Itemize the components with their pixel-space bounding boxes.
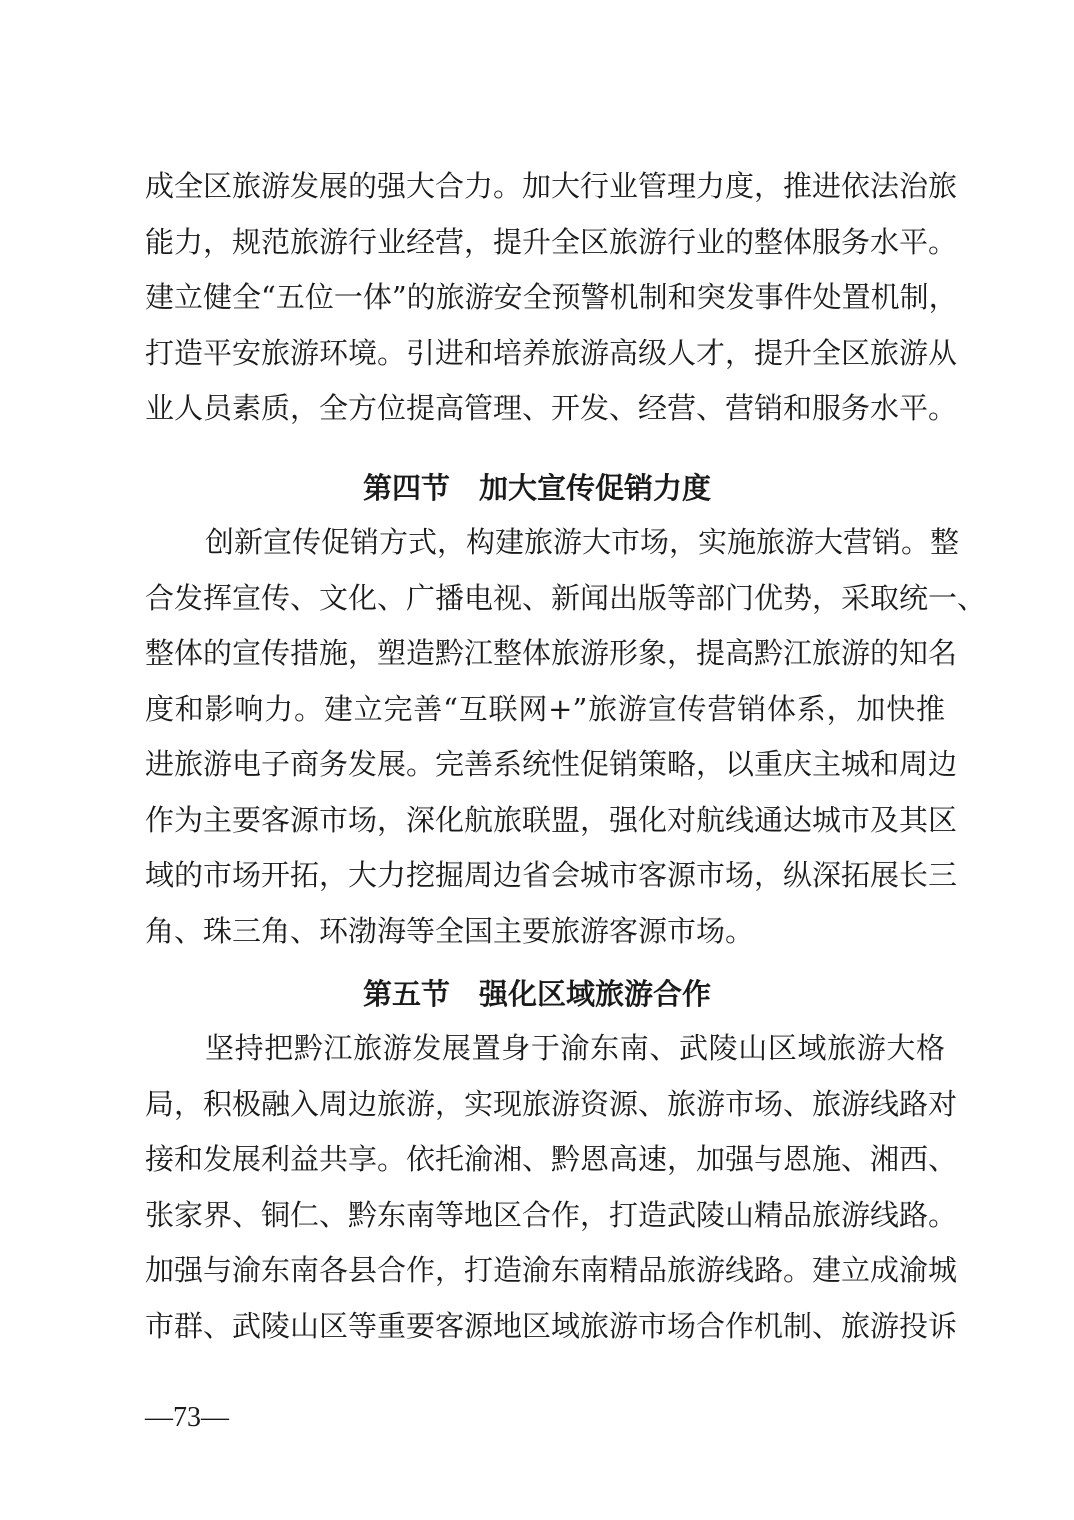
paragraph-line: 合发挥宣传、文化、广播电视、新闻出版等部门优势，采取统一、 [145, 581, 987, 615]
paragraph-line: 局，积极融入周边旅游，实现旅游资源、旅游市场、旅游线路对 [145, 1087, 958, 1121]
paragraph-line: 业人员素质，全方位提高管理、开发、经营、营销和服务水平。 [145, 391, 958, 425]
paragraph-line: 角、珠三角、环渤海等全国主要旅游客源市场。 [145, 914, 755, 948]
paragraph-line: 张家界、铜仁、黔东南等地区合作，打造武陵山精品旅游线路。 [145, 1198, 958, 1232]
paragraph-line: 建立健全“五位一体”的旅游安全预警机制和突发事件处置机制， [145, 280, 958, 314]
paragraph-line: 进旅游电子商务发展。完善系统性促销策略，以重庆主城和周边 [145, 747, 958, 781]
section-heading: 第五节 强化区域旅游合作 [362, 977, 711, 1011]
paragraph-line: 能力，规范旅游行业经营，提升全区旅游行业的整体服务水平。 [145, 225, 958, 259]
paragraph-line: 市群、武陵山区等重要客源地区域旅游市场合作机制、旅游投诉 [145, 1309, 958, 1343]
paragraph-line: 创新宣传促销方式，构建旅游大市场，实施旅游大营销。整 [205, 525, 960, 559]
paragraph-line: 坚持把黔江旅游发展置身于渝东南、武陵山区域旅游大格 [205, 1031, 945, 1065]
paragraph-line: 接和发展利益共享。依托渝湘、黔恩高速，加强与恩施、湘西、 [145, 1142, 958, 1176]
paragraph-line: 打造平安旅游环境。引进和培养旅游高级人才，提升全区旅游从 [145, 336, 958, 370]
paragraph-line: 域的市场开拓，大力挖掘周边省会城市客源市场，纵深拓展长三 [145, 858, 958, 892]
paragraph-line: 作为主要客源市场，深化航旅联盟，强化对航线通达城市及其区 [145, 803, 958, 837]
paragraph-line: 整体的宣传措施，塑造黔江整体旅游形象，提高黔江旅游的知名 [145, 636, 958, 670]
paragraph-line: 度和影响力。建立完善“互联网+”旅游宣传营销体系，加快推 [145, 692, 945, 726]
page-number: —73— [145, 1402, 229, 1433]
section-heading: 第四节 加大宣传促销力度 [362, 471, 711, 505]
paragraph-line: 成全区旅游发展的强大合力。加大行业管理力度，推进依法治旅 [145, 169, 958, 203]
paragraph-line: 加强与渝东南各县合作，打造渝东南精品旅游线路。建立成渝城 [145, 1253, 958, 1287]
